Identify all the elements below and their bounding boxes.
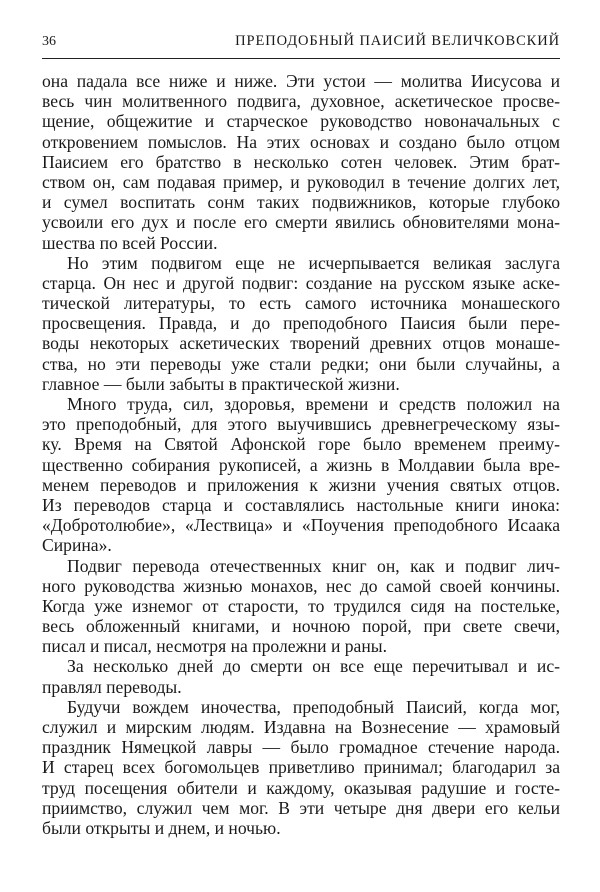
text-line: старца. Он нес и другой подвиг: создание на русском языке аске- [42, 272, 560, 293]
text-line: Будучи вождем иночества, преподобный Паисий, когда мог, [67, 696, 560, 717]
paragraph [42, 394, 560, 556]
text-line: просвещения. Правда, и до преподобного Паисия были пере- [42, 313, 560, 334]
text-line: ку. Время на Святой Афонской горе было временем преиму- [42, 434, 560, 455]
text-line: воды некоторых аскетических творений древних отцов монаше- [42, 333, 560, 354]
text-line: щение, общежитие и старческое руководство новоначальных с [42, 111, 560, 132]
text-line: Когда уже изнемог от старости, то трудился сидя на постельке, [42, 595, 560, 616]
text-line: служил и мирским людям. Издавна на Вознесение — храмовый [42, 717, 560, 737]
text-line: главное — были забыты в практической жизни. [42, 373, 400, 394]
paragraph [42, 556, 560, 657]
text-line: праздник Нямецкой лавры — было громадное стечение народа. [42, 737, 560, 758]
text-line: Из переводов старца и составлялись настольные книги инока: [42, 494, 560, 515]
text-line: «Добротолюбие», «Лествица» и «Поучения преподобного Исаака [42, 515, 560, 536]
text-line: весь чин молитвенного подвига, духовное, аскетическое просве- [42, 91, 560, 112]
text-line: были открыты и днем, и ночью. [42, 817, 281, 838]
text-line: Сирина». [42, 535, 112, 556]
text-line: тической литературы, то есть самого источника монашеского [42, 293, 560, 314]
text-line: писал и писал, несмотря на пролежни и раны. [42, 636, 387, 657]
text-line: ства, но эти переводы уже стали редки; они были случайны, а [42, 353, 560, 374]
text-line: И старец всех богомольцев приветливо принимал; благодарил за [42, 757, 560, 778]
text-line: Много труда, сил, здоровья, времени и средств положил на [67, 394, 560, 414]
text-line: это преподобный, для этого выучившись древнегреческому язы- [42, 414, 560, 435]
text-line: и сумел воспитать сонм таких подвижников, которые глубоко [42, 192, 560, 213]
text-line: щественно собирания рукописей, а жизнь в Молдавии была вре- [42, 454, 560, 475]
text-line: усвоили его дух и после его смерти явились обновителями мона- [42, 212, 560, 233]
text-line: Но этим подвигом еще не исчерпывается великая заслуга [67, 252, 560, 273]
text-line: правлял переводы. [42, 676, 182, 697]
running-title: ПРЕПОДОБНЫЙ ПАИСИЙ ВЕЛИЧКОВСКИЙ [235, 33, 560, 49]
text-line: Подвиг перевода отечественных книг он, как и подвиг лич- [67, 555, 560, 576]
paragraph [42, 253, 560, 394]
paragraph [42, 656, 560, 696]
text-line: весь обложенный книгами, и ночною порой, при свете свечи, [42, 616, 560, 637]
text-line: ством он, сам подавая пример, и руководил в течение долгих лет, [42, 171, 560, 192]
paragraph [42, 697, 560, 838]
text-line: труд посещения обители и каждому, оказывая радушие и госте- [42, 777, 560, 798]
text-line: менем переводов и приложения к жизни учения святых отцов. [42, 474, 560, 495]
text-line: откровением помыслов. На этих основах и создано было отцом [42, 131, 560, 152]
text-line: приимство, служил чем мог. В эти четыре дня двери его кельи [42, 797, 560, 818]
paragraph [42, 71, 560, 253]
body-text [42, 71, 560, 838]
text-line: За несколько дней до смерти он все еще перечитывал и ис- [67, 656, 560, 677]
text-line: ного руководства жизнью монахов, нес до самой своей кончины. [42, 575, 560, 596]
running-header [42, 30, 560, 59]
text-line: шества по всей России. [42, 232, 218, 253]
page-number: 36 [42, 34, 56, 49]
text-line: она падала все ниже и ниже. Эти устои — молитва Иисусова и [42, 71, 560, 91]
text-line: Паисием его братство в несколько сотен человек. Этим брат- [42, 151, 560, 172]
